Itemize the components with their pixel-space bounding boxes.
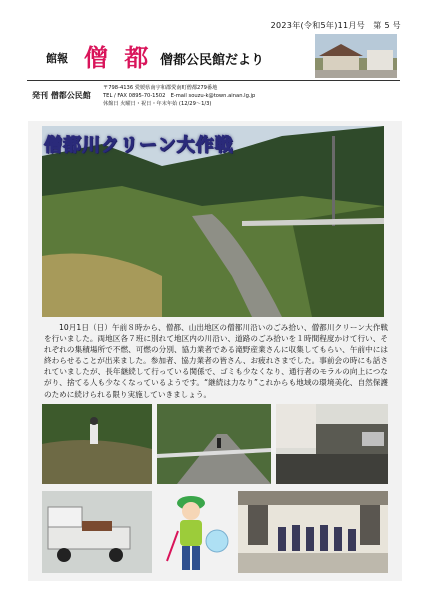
photo-truck-loading — [42, 491, 152, 573]
header-photo-community-hall — [315, 34, 397, 78]
volunteer-cleanup-illustration — [163, 491, 233, 575]
photo-group-members — [238, 491, 388, 573]
photo-road-cleanup — [157, 404, 271, 484]
photo-collection-point — [276, 404, 388, 484]
contact-info: 〒798-4136 愛媛県南宇和郡愛南町僧都279番地 TEL / FAX 0895-70-1502 E-mail souzu-k@town.ainan.lg.jp 休館日 火曜日・祝日・年末年始 (12/29～1/3) — [103, 85, 256, 107]
masthead-logo: 僧 都 — [84, 44, 153, 72]
feature-body: 10月1日（日）午前８時から、僧都、山出地区の僧都川沿いのごみ拾い、僧都川クリーン大作戦を行いました。両地区各７班に別れて地区内の川沿い、道路のごみ拾いを１時間程度かけて行い、それぞれの集積場所で不燃、可燃の分別、協力業者である滝野産業さんに収集してもらい、午前中には終わらせることが出来ました。参加者、協力業者の皆さん、お疲れさまでした。事前会の時にも話されていましたが、長年継続して行っている関係で、ゴミも少なくなり、通行者のモラルの向上につながり、捨てる人も少なくなっているようです。“継続は力なり”これからも地域の環境美化、自然保護のために続けられる限り実施していきましょう。 — [44, 323, 388, 399]
masthead-divider — [27, 80, 400, 81]
publication-title: 僧都公民館だより — [160, 53, 265, 68]
publisher: 発刊 僧都公民館 — [32, 91, 91, 100]
kanpo-label: 館報 — [46, 52, 68, 65]
feature-title: 僧都川クリーン大作戦 — [44, 135, 234, 156]
issue-line: 2023年(令和5年)11月号 第 5 号 — [270, 21, 401, 30]
photo-cleanup-riverbank — [42, 404, 152, 484]
